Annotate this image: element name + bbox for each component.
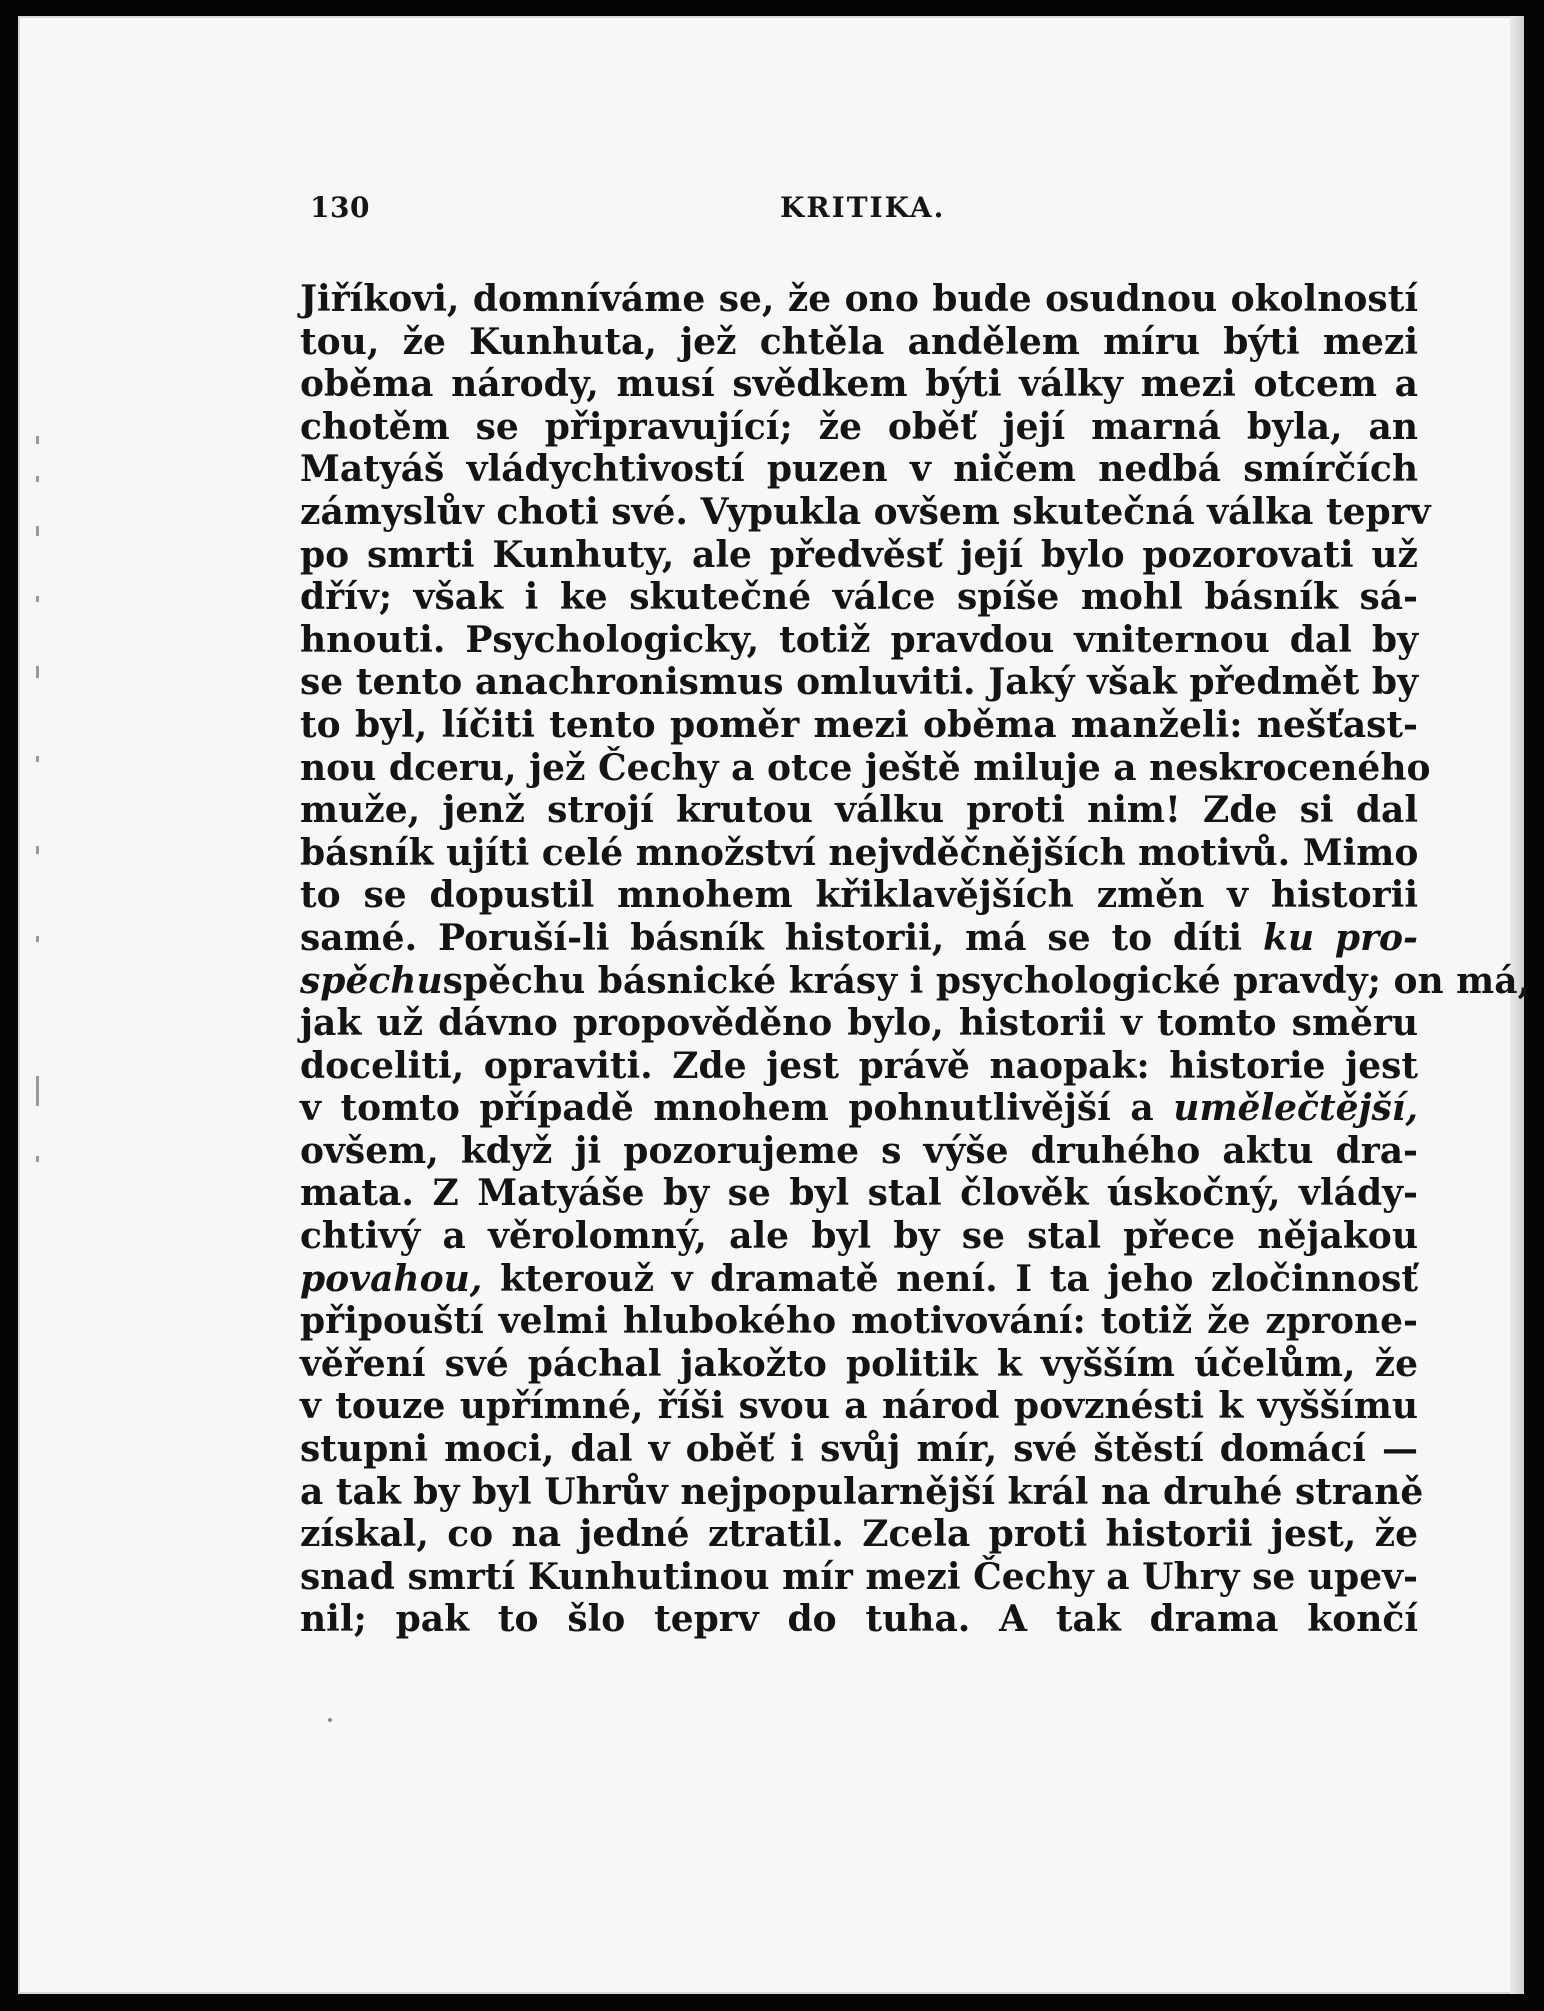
margin-mark — [36, 1156, 39, 1162]
book-page — [18, 16, 1531, 1994]
text-line: připouští velmi hlubokého motivování: totiž že zprone- — [300, 1300, 1418, 1343]
margin-mark — [36, 476, 39, 482]
margin-mark — [36, 1076, 39, 1106]
margin-mark — [36, 436, 39, 444]
text-line: dřív; však i ke skutečné válce spíše mohl básník sá- — [300, 576, 1418, 619]
text-line: hnouti. Psychologicky, totiž pravdou vniternou dal by — [300, 618, 1418, 661]
text-line: stupni moci, dal v oběť i svůj mír, své štěstí domácí — — [300, 1428, 1418, 1471]
text-line: a tak by byl Uhrův nejpopularnější král na druhé straně — [300, 1470, 1424, 1513]
body-text — [300, 278, 1531, 1641]
text-line: se tento anachronismus omluviti. Jaký však předmět by — [300, 661, 1418, 704]
text-line: oběma národy, musí svědkem býti války mezi otcem a — [300, 363, 1418, 406]
scan-speck — [328, 1718, 332, 1722]
running-title: KRITIKA. — [780, 191, 946, 224]
text-line — [300, 1087, 1418, 1130]
margin-mark — [36, 846, 39, 854]
text-line: jak už dávno propověděno bylo, historii v tomto směru — [300, 1002, 1418, 1045]
text-line: po smrti Kunhuty, ale předvěsť její bylo pozorovati už — [300, 533, 1418, 576]
text-line — [300, 1258, 1418, 1301]
text-line: mata. Z Matyáše by se byl stal člověk úskočný, vlády- — [300, 1172, 1418, 1215]
text-line: to se dopustil mnohem křiklavějších změn v historii — [300, 874, 1418, 917]
text-line: tou, že Kunhuta, jež chtěla andělem míru býti mezi — [300, 320, 1418, 363]
margin-mark — [36, 526, 39, 536]
text-segment: v tomto případě mnohem pohnutlivější a — [300, 1087, 1174, 1130]
text-line: věření své páchal jakožto politik k vyšším účelům, že — [300, 1342, 1418, 1385]
text-line: snad smrtí Kunhutinou mír mezi Čechy a Uhry se upev- — [300, 1555, 1418, 1598]
text-line: ovšem, když ji pozorujeme s výše druhého aktu dra- — [300, 1129, 1418, 1172]
text-line: nil; pak to šlo teprv do tuha. A tak drama končí — [300, 1598, 1418, 1641]
italic-word: umělečtější, — [1173, 1087, 1418, 1130]
text-line: chtivý a věrolomný, ale byl by se stal přece nějakou — [300, 1215, 1418, 1258]
margin-mark — [36, 936, 39, 942]
text-segment: samé. Poruší-li básník historii, má se to díti — [300, 916, 1263, 959]
margin-marks — [36, 436, 42, 1636]
text-line: muže, jenž strojí krutou válku proti nim! Zde si dal — [300, 789, 1418, 832]
text-line: nou dceru, jež Čechy a otce ještě miluje a neskroceného — [300, 746, 1431, 789]
text-line: chotěm se připravující; že oběť její marná byla, an — [300, 405, 1418, 448]
italic-word: ku pro- — [1262, 916, 1418, 959]
italic-word: povahou, — [300, 1257, 483, 1300]
text-line: v touze upřímné, říši svou a národ povznésti k vyššímu — [300, 1385, 1418, 1428]
text-line — [300, 959, 1531, 1003]
italic-word: spěchu — [300, 959, 443, 1002]
margin-mark — [36, 596, 39, 602]
page-header — [310, 191, 1410, 231]
page-number: 130 — [310, 191, 370, 224]
margin-mark — [36, 756, 39, 762]
page-edge — [1510, 16, 1524, 1994]
text-line: Matyáš vládychtivostí puzen v ničem nedbá smírčích — [300, 448, 1418, 491]
text-segment: spěchu básnické krásy i psychologické pravdy; on má, — [442, 959, 1531, 1002]
text-line: získal, co na jedné ztratil. Zcela proti historii jest, že — [300, 1513, 1418, 1556]
text-line — [300, 917, 1418, 960]
text-line: doceliti, opraviti. Zde jest právě naopak: historie jest — [300, 1044, 1418, 1087]
margin-mark — [36, 666, 39, 678]
text-line: zámyslův choti své. Vypukla ovšem skutečná válka teprv — [300, 490, 1431, 533]
text-line: Jiříkovi, domníváme se, že ono bude osudnou okolností — [300, 278, 1418, 320]
text-line: to byl, líčiti tento poměr mezi oběma manželi: nešťast- — [300, 703, 1418, 746]
text-segment: kterouž v dramatě není. I ta jeho zločinnosť — [482, 1257, 1418, 1300]
text-line: básník ujíti celé množství nejvděčnějších motivů. Mimo — [300, 831, 1419, 874]
